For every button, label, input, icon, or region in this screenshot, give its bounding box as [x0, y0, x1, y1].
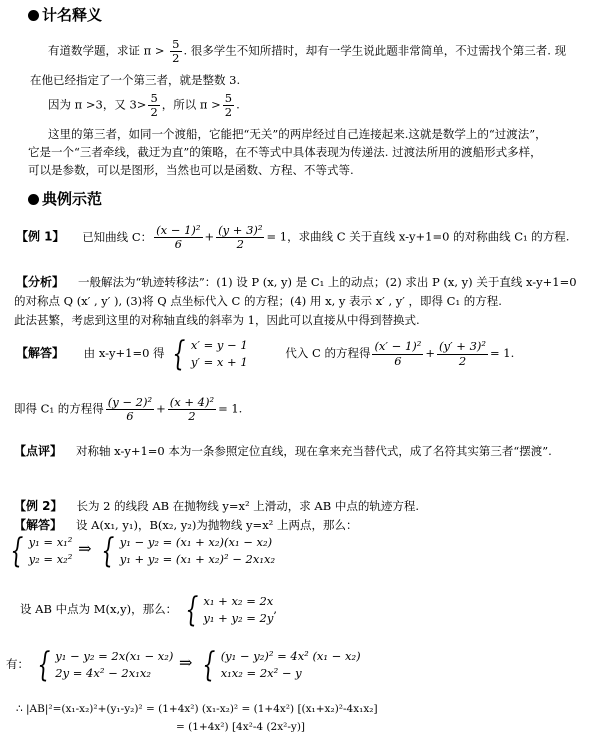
fraction: $\frac{\text{(y′ + 3)²}}{2}$: [439, 339, 486, 368]
fraction: $\frac{5}{2}$: [172, 37, 180, 66]
bullet-icon: [28, 194, 39, 205]
section-heading-1: 计名释义: [28, 4, 102, 25]
analysis-line-3: 此法甚繁，考虑到这里的对称轴直线的斜率为 1，因此可以直接从中得到替换式.: [14, 313, 420, 327]
analysis-line-1: 【分析】 一般解法为“轨迹转移法”：(1) 设 P (x, y) 是 C₁ 上的动点；(2) 求出 P (x, y) 关于直线 x-y+1=0: [16, 275, 577, 289]
implies-icon: ⇒: [178, 653, 193, 672]
fraction: $\frac{5}{2}$: [150, 91, 158, 120]
bullet-icon: [28, 10, 39, 21]
paragraph-1-line-1: 有道数学题，求证 π > $\frac{5}{2}$ . 很多学生不知所措时，却有一学生说此题非常简单，不过需找个第三者. 现: [48, 37, 567, 66]
fraction: $\frac{\text{(y + 3)²}}{2}$: [218, 223, 263, 252]
paragraph-3-line-3: 可以是参数，可以是图形，当然也可以是函数、方程、不等式等.: [28, 163, 354, 177]
fraction: $\frac{\text{(y − 2)²}}{6}$: [107, 395, 153, 424]
section-heading-2: 典例示范: [28, 188, 102, 209]
paragraph-3-line-2: 它是一个“三者牵线，截迂为直”的策略，在不等式中具体表现为传递法. 过渡法所用的渡船形式多样，: [28, 145, 542, 159]
fraction: $\frac{\text{(x − 1)²}}{6}$: [156, 223, 201, 252]
comment: 【点评】 对称轴 x-y+1=0 本为一条参照定位直线，现在拿来充当替代式，成了名符其实第三者“摆渡”.: [14, 444, 552, 458]
equation-system: { x′ = y − 1 y′ = x + 1: [172, 334, 248, 374]
final-line-1: ∴ |AB|²=(x₁-x₂)²+(y₁-y₂)² = (1+4x²) (x₁-x₂)² = (1+4x²) [(x₁+x₂)²-4x₁x₂]: [16, 703, 378, 715]
paragraph-1-line-2: 在他已经指定了一个第三者，就是整数 3.: [30, 73, 241, 87]
equation-system-2: 有： { y₁ − y₂ = 2x(x₁ − x₂) 2y = 4x² − 2x₁x₂ ⇒ { (y₁ − y₂)² = 4x² (x₁ − x₂) x₁x₂ = 2x² − y: [6, 645, 361, 685]
solution-1: 【解答】 由 x-y+1=0 得 { x′ = y − 1 y′ = x + 1 代入 C 的方程得 $\frac{\text{(x′ − 1)²}}{6}$ + $\frac{\text{(y′ + 3)²}}{2}$ = 1.: [16, 334, 515, 374]
fraction: $\frac{5}{2}$: [224, 91, 233, 120]
paragraph-2: 因为 π >3，又 3> $\frac{5}{2}$ ，所以 π > $\frac{5}{2}$ .: [48, 91, 240, 120]
paragraph-3-line-1: 这里的第三者，如同一个渡船，它能把“无关”的两岸经过自己连接起来.这就是数学上的“过渡法”，: [48, 127, 547, 141]
equation-system-1: { y₁ = x₁² y₂ = x₂² ⇒ { y₁ − y₂ = (x₁ + x₂)(x₁ − x₂) y₁ + y₂ = (x₁ + x₂)² − 2x₁x₂: [10, 531, 276, 571]
final-line-2: = (1+4x²) [4x²-4 (2x²-y)]: [176, 721, 306, 733]
fraction: $\frac{\text{(x′ − 1)²}}{6}$: [374, 339, 422, 368]
example-1: 【例 1】 已知曲线 C： $\frac{\text{(x − 1)²}}{6}$ + $\frac{\text{(y + 3)²}}{2}$ = 1，求曲线 C 关于直线 x-y+1=0 的对称曲线 C₁ 的方程.: [16, 223, 570, 252]
solution-2: 【解答】 设 A(x₁, y₁)，B(x₂, y₂)为抛物线 y=x² 上两点，那么：: [14, 518, 358, 532]
result-1: 即得 C₁ 的方程得 $\frac{\text{(y − 2)²}}{6}$ + $\frac{\text{(x + 4)²}}{2}$ = 1.: [14, 395, 243, 424]
analysis-line-2: 的对称点 Q (x′ , y′ ), (3)将 Q 点坐标代入 C 的方程；(4) 用 x, y 表示 x′ , y′ ，即得 C₁ 的方程.: [14, 294, 502, 308]
fraction: $\frac{\text{(x + 4)²}}{2}$: [169, 395, 215, 424]
example-2: 【例 2】 长为 2 的线段 AB 在抛物线 y=x² 上滑动，求 AB 中点的轨迹方程.: [14, 499, 419, 513]
implies-icon: ⇒: [78, 539, 92, 558]
midpoint-system: 设 AB 中点为 M(x,y)，那么： { x₁ + x₂ = 2x y₁ + y₂ = 2y ,: [20, 590, 277, 630]
